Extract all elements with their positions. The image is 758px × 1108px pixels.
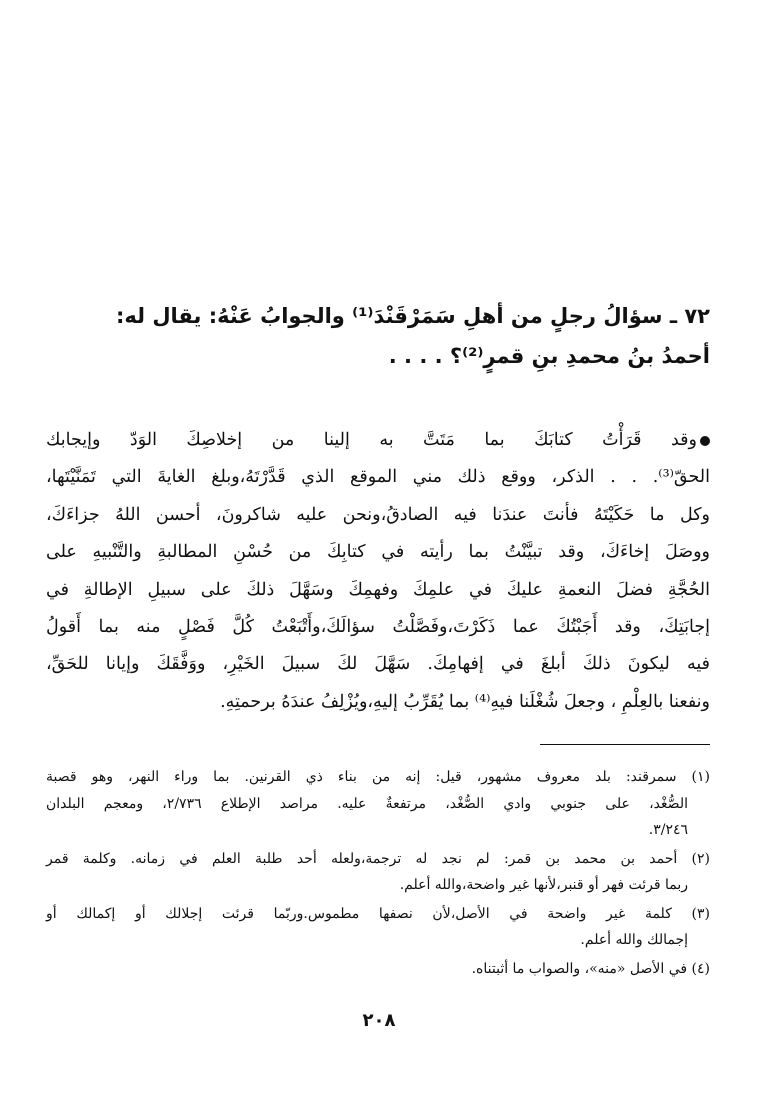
page-number: ٢٠٨ <box>362 1010 396 1031</box>
footnote-1-line-1: (١) سمرقند: بلد معروف مشهور، قيل: إنه من بناء ذي القرنين. بما وراء النهر، وهو قصبة <box>46 769 710 785</box>
footnote-1-line-2: الصُّغْد، على جنوبي وادي الصُّغْد، مرتفعةٌ عليه. مراصد الإطلاع ٢/٧٣٦، ومعجم البلدان <box>46 795 688 812</box>
question-heading <box>46 296 710 376</box>
body-line-7: فيه ليكونَ ذلكَ أبلغَ في إفهامِكَ. سَهَّلَ لكَ سبيلَ الخَيْرِ، ووَفَّقَكَ وإيانا للحَقِّ، <box>46 654 710 675</box>
footnotes <box>46 764 710 984</box>
footnote-3-line-1: (٣) كلمة غير واضحة في الأصل،لأن نصفها مطموس.وربّما قرئت إجلالك أو إكمالك أو <box>46 905 710 922</box>
body-line-5: الحُجَّةِ فضلَ النعمةِ عليكَ في علمِكَ وفهمِكَ وسَهَّلَ ذلكَ على سبيلِ الإطالةِ في <box>46 579 710 600</box>
footnote-2-line-2: ربما قرئت فهر أو قنبر،لأنها غير واضحة،والله أعلم. <box>399 877 688 893</box>
heading-line-1: ٧٢ ـ سؤالُ رجلٍ من أهلِ سَمَرْقَنْدَ⁽¹⁾ والجوابُ عَنْهُ: يقال له: <box>115 304 710 328</box>
heading-line-2: أحمدُ بنُ محمدِ بنِ قمرٍ⁽²⁾؟ . . . . <box>388 344 710 368</box>
footnote-1-line-3: ٣/٢٤٦. <box>648 822 688 838</box>
bullet-icon <box>700 436 710 446</box>
answer-paragraph <box>46 422 710 721</box>
footnote-2 <box>46 846 710 899</box>
footnote-4-line-1: (٤) في الأصل «منه»، والصواب ما أثبتناه. <box>471 960 710 977</box>
body-line-6: إجابَتِكَ، وقد أَجَبْتُكَ عما ذَكَرْتَ،وفَصَّلْتُ سؤالَكَ،وأَتْبَعْتُ كُلَّ فَصْلٍ منه بما أَقولُ <box>46 617 710 638</box>
body-line-8: ونفعنا بالعِلْمِ ، وجعلَ شُغْلَنا فيهِ⁽⁴⁾ بما يُقَرِّبُ إليهِ،ويُزْلِفُ عندَهُ برحمتِهِ. <box>220 691 710 712</box>
body-line-4: ووصَلَ إخاءَكَ، وقد تبيَّنْتُ بما رأيته في كتابِكَ من حُسْنِ المطالبةِ والتَّنْبيهِ على <box>46 542 710 563</box>
body-line-1 <box>46 422 710 459</box>
body-line-3: وكل ما حَكَيْتَهُ فأنتَ عندَنا فيه الصادقُ،ونحن عليه شاكرونَ، أحسن اللهُ جزاءَكَ، <box>46 504 710 525</box>
footnote-separator <box>540 744 710 745</box>
body-line-1-text: وقد قَرَأْتُ كتابَكَ بما مَتَتَّ به إلينا من إخلاصِكَ الوَدّ وإيجابك <box>46 430 697 450</box>
footnote-3 <box>46 901 710 954</box>
footnote-3-line-2: إجمالك والله أعلم. <box>580 932 688 948</box>
footnote-1 <box>46 764 710 844</box>
footnote-2-line-1: (٢) أحمد بن محمد بن قمر: لم نجد له ترجمة،ولعله أحد طلبة العلم في زمانه. وكلمة قمر <box>46 850 710 867</box>
footnote-4 <box>46 956 710 983</box>
body-line-2: الحقّ⁽³⁾. . . الذكر، ووقع ذلك مني الموقع الذي قَدَّرْتَهُ،وبلغ الغايةَ التي تَمَنَّيْتَها، <box>46 467 710 488</box>
